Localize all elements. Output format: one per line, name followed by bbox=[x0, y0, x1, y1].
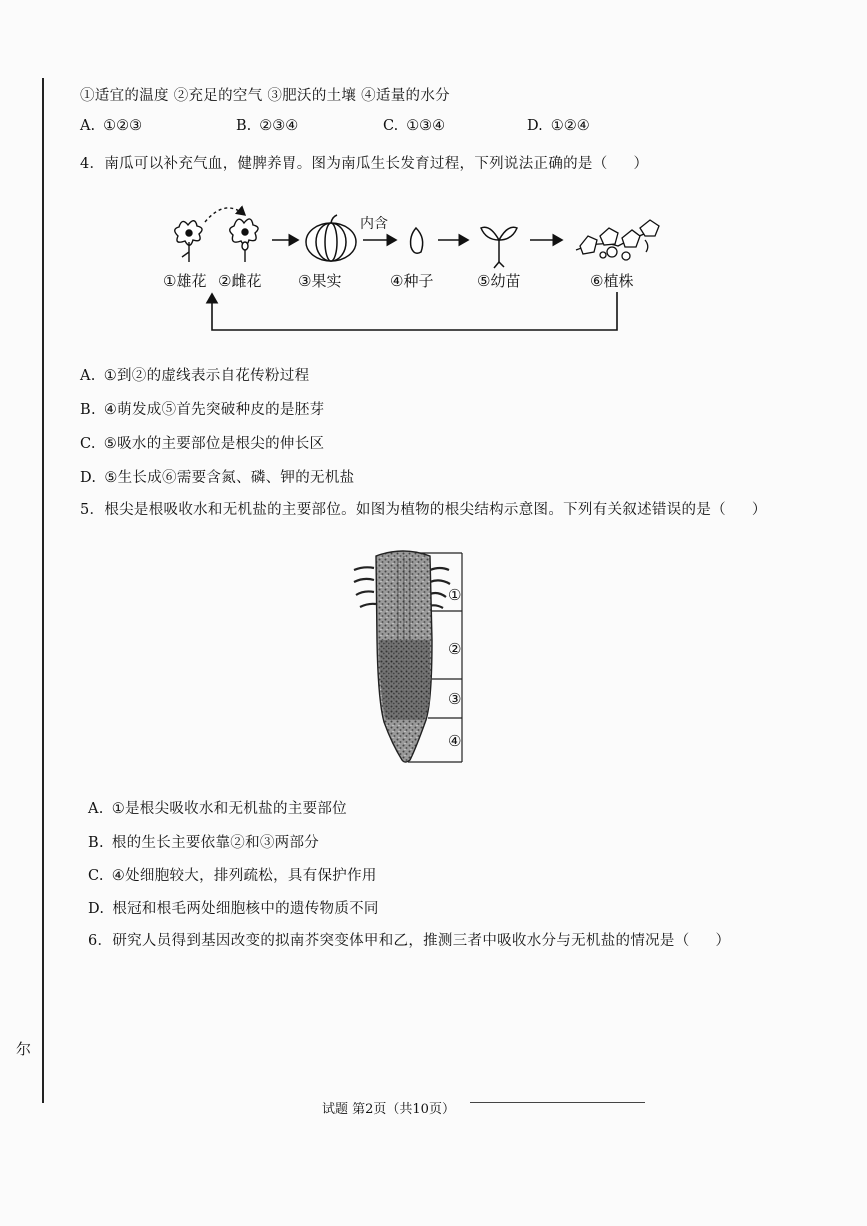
zone-of-elongation-shading bbox=[379, 640, 430, 720]
q4-option-c: C. ⑤吸水的主要部位是根尖的伸长区 bbox=[80, 436, 325, 452]
root-zone-label-2: ② bbox=[448, 640, 462, 658]
q3-option-c: C. ①③④ bbox=[383, 118, 446, 134]
female-flower-icon bbox=[230, 219, 258, 262]
q4-option-d: D. ⑤生长成⑥需要含氮、磷、钾的无机盐 bbox=[80, 470, 355, 486]
q6-stem: 6．研究人员得到基因改变的拟南芥突变体甲和乙，推测三者中吸收水分与无机盐的情况是（ ） bbox=[88, 933, 731, 949]
q4-option-a: A. ①到②的虚线表示自花传粉过程 bbox=[80, 368, 310, 384]
label-contains: 内含 bbox=[360, 216, 388, 232]
margin-character: 尔 bbox=[16, 1040, 32, 1058]
label-male-flower: ①雄花 bbox=[163, 272, 207, 290]
label-seedling: ⑤幼苗 bbox=[477, 272, 521, 290]
q5-stem: 5．根尖是根吸收水和无机盐的主要部位。如图为植物的根尖结构示意图。下列有关叙述错误的是（ ） bbox=[80, 502, 767, 518]
male-flower-icon bbox=[175, 221, 202, 262]
q5-option-d: D. 根冠和根毛两处细胞核中的遗传物质不同 bbox=[88, 901, 379, 917]
label-seed: ④种子 bbox=[390, 272, 434, 290]
root-zone-label-4: ④ bbox=[448, 732, 462, 750]
q5-option-a: A. ①是根尖吸收水和无机盐的主要部位 bbox=[88, 801, 347, 817]
q5-option-c: C. ④处细胞较大，排列疏松，具有保护作用 bbox=[88, 868, 377, 884]
label-plant: ⑥植株 bbox=[590, 272, 634, 290]
root-tip-diagram bbox=[354, 551, 462, 762]
label-female-flower: ②雌花 bbox=[218, 272, 262, 290]
root-zone-label-1: ① bbox=[448, 586, 462, 604]
q3-option-b: B. ②③④ bbox=[236, 118, 299, 134]
seed-icon bbox=[411, 228, 423, 253]
q3-option-a: A. ①②③ bbox=[80, 118, 143, 134]
label-fruit: ③果实 bbox=[298, 272, 342, 290]
pumpkin-fruit-icon bbox=[306, 215, 356, 261]
cycle-return-arrow bbox=[212, 292, 617, 330]
pumpkin-plant-icon bbox=[576, 220, 659, 260]
pumpkin-life-cycle-diagram bbox=[175, 208, 659, 330]
q4-option-b: B. ④萌发成⑤首先突破种皮的是胚芽 bbox=[80, 402, 325, 418]
q4-stem: 4．南瓜可以补充气血，健脾养胃。图为南瓜生长发育过程，下列说法正确的是（ ） bbox=[80, 156, 649, 172]
q3-option-d: D. ①②④ bbox=[527, 118, 590, 134]
q3-conditions: ①适宜的温度 ②充足的空气 ③肥沃的土壤 ④适量的水分 bbox=[80, 88, 450, 104]
footer-rule bbox=[470, 1102, 645, 1103]
page-footer: 试题 第2页（共10页） bbox=[322, 1102, 455, 1117]
root-zone-label-3: ③ bbox=[448, 690, 462, 708]
q5-option-b: B. 根的生长主要依靠②和③两部分 bbox=[88, 835, 320, 851]
seedling-icon bbox=[481, 227, 517, 268]
